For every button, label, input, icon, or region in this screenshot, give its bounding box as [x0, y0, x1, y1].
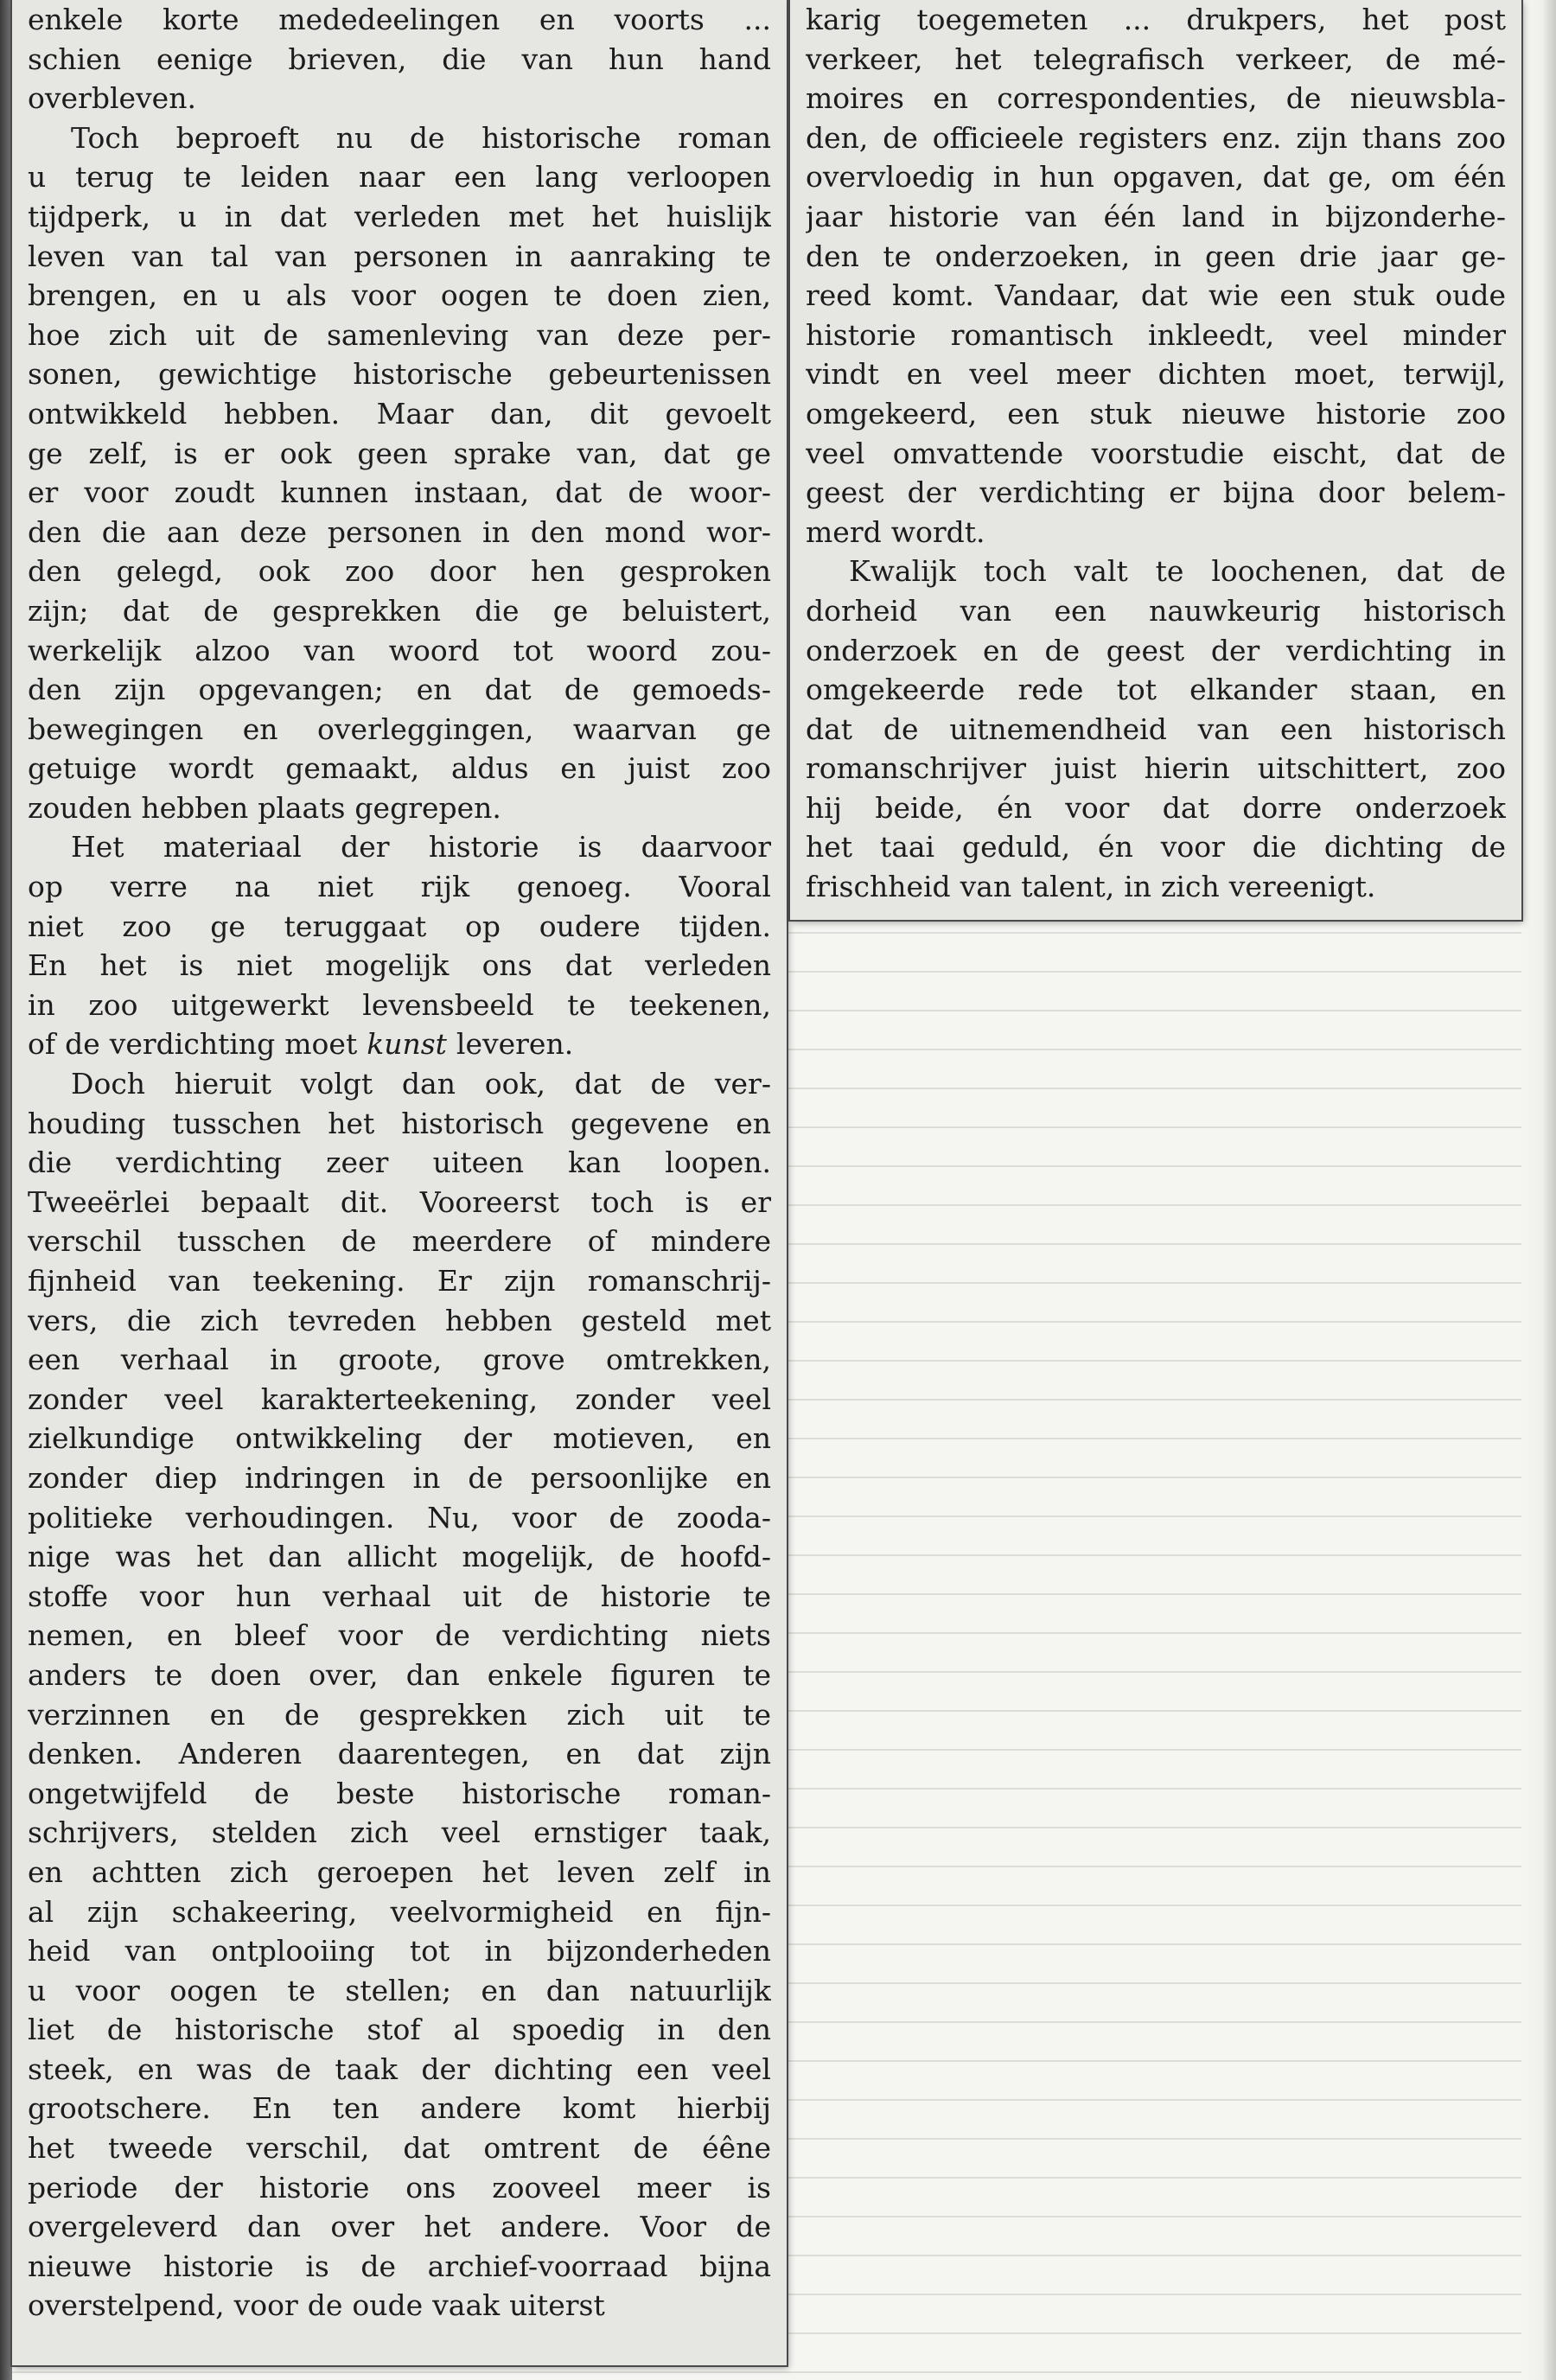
text-line: overgeleverd dan over het andere. Voor de: [28, 2210, 771, 2244]
text-line: omgekeerde rede tot elkander staan, en: [806, 673, 1506, 707]
text-line: onderzoek en de geest der verdichting in: [806, 633, 1506, 667]
text-line: getuige wordt gemaakt, aldus en juist zoo: [28, 751, 771, 786]
text-line: En het is niet mogelijk ons dat verleden: [28, 948, 771, 983]
text-line: zielkundige ontwikkeling der motieven, en: [28, 1421, 771, 1456]
text-line: politieke verhoudingen. Nu, voor de zooda-: [28, 1500, 771, 1535]
text-line: Het materiaal der historie is daarvoor: [71, 830, 771, 865]
text-line: al zijn schakeering, veelvormigheid en fijn-: [28, 1894, 771, 1929]
text-line: zonder diep indringen in de persoonlijke en: [28, 1460, 771, 1495]
text-line: Toch beproeft nu de historische roman: [71, 120, 771, 155]
newspaper-clipping-right: [790, 0, 1521, 920]
right-text-column: [790, 0, 1521, 907]
text-line: heid van ontplooiing tot in bijzonderheden: [28, 1934, 771, 1968]
text-line: omgekeerd, een stuk nieuwe historie zoo: [806, 396, 1506, 431]
text-line: en achtten zich geroepen het leven zelf in: [28, 1854, 771, 1889]
text-line: liet de historische stof al spoedig in den: [28, 2013, 771, 2047]
text-line: schrijvers, stelden zich veel ernstiger taak,: [28, 1815, 771, 1850]
text-line: er voor zoudt kunnen instaan, dat de woor-: [28, 475, 771, 510]
text-line: reed komt. Vandaar, dat wie een stuk oude: [806, 278, 1506, 313]
text-line: een verhaal in groote, grove omtrekken,: [28, 1343, 771, 1377]
text-line: zijn; dat de gesprekken die ge beluistert,: [28, 593, 771, 628]
text-line: op verre na niet rijk genoeg. Vooral: [28, 870, 771, 904]
text-line: die verdichting zeer uiteen kan loopen.: [28, 1145, 771, 1180]
text-line: zonder veel karakterteekening, zonder veel: [28, 1381, 771, 1416]
text-line: Kwalijk toch valt te loochenen, dat de: [849, 554, 1506, 589]
text-line: ge zelf, is er ook geen sprake van, dat ge: [28, 436, 771, 470]
text-line: anders te doen over, dan enkele figuren te: [28, 1657, 771, 1692]
emphasis-kunst: kunst: [367, 1027, 447, 1062]
text-line: hoe zich uit de samenleving van deze per-: [28, 317, 771, 352]
text-line: veel omvattende voorstudie eischt, dat de: [806, 436, 1506, 470]
text-line: of de verdichting moet kunst leveren.: [28, 1027, 574, 1062]
text-line: sonen, gewichtige historische gebeurtenissen: [28, 357, 771, 392]
text-line: leven van tal van personen in aanraking te: [28, 239, 771, 273]
text-line: brengen, en u als voor oogen te doen zien,: [28, 278, 771, 313]
text-line: het taai geduld, én voor die dichting de: [806, 830, 1506, 865]
text-line: houding tusschen het historisch gegevene en: [28, 1106, 771, 1140]
text-line: jaar historie van één land in bijzonderhe-: [806, 199, 1506, 233]
text-line: den te onderzoeken, in geen drie jaar ge-: [806, 239, 1506, 273]
text-line: nemen, en bleef voor de verdichting niets: [28, 1618, 771, 1653]
text-line: stoffe voor hun verhaal uit de historie te: [28, 1579, 771, 1613]
text-line: vindt en veel meer dichten moet, terwijl,: [806, 357, 1506, 392]
text-line: grootschere. En ten andere komt hierbij: [28, 2091, 771, 2126]
text-line: fijnheid van teekening. Er zijn romanschrij-: [28, 1264, 771, 1298]
text-line: Tweeërlei bepaalt dit. Vooreerst toch is er: [28, 1184, 771, 1219]
text-line: overstelpend, voor de oude vaak uiterst: [28, 2288, 605, 2323]
text-line: steek, en was de taak der dichting een veel: [28, 2051, 771, 2086]
left-text-column: [12, 0, 787, 2326]
text-line: verzinnen en de gesprekken zich uit te: [28, 1697, 771, 1732]
text-line: verkeer, het telegrafisch verkeer, de mé-: [806, 41, 1506, 76]
text-line: moires en correspondenties, de nieuwsbla-: [806, 81, 1506, 116]
text-line: ontwikkeld hebben. Maar dan, dit gevoelt: [28, 396, 771, 431]
text-line: werkelijk alzoo van woord tot woord zou-: [28, 633, 771, 667]
page-left-edge: [0, 0, 12, 2380]
text-line: overvloedig in hun opgaven, dat ge, om één: [806, 160, 1506, 195]
text-line: merd wordt.: [806, 514, 985, 549]
text-line: karig toegemeten ... drukpers, het post: [806, 3, 1506, 36]
text-line: enkele korte mededeelingen en voorts ...: [28, 3, 771, 36]
text-line: u voor oogen te stellen; en dan natuurlijk: [28, 1973, 771, 2007]
text-line: den, de officieele registers enz. zijn thans zoo: [806, 120, 1506, 155]
text-line: ongetwijfeld de beste historische roman-: [28, 1776, 771, 1810]
text-line: schien eenige brieven, die van hun hand: [28, 41, 771, 76]
text-line: den die aan deze personen in den mond wor-: [28, 514, 771, 549]
text-line: u terug te leiden naar een lang verloopen: [28, 160, 771, 195]
text-line: bewegingen en overleggingen, waarvan ge: [28, 711, 771, 746]
text-line: in zoo uitgewerkt levensbeeld te teekenen,: [28, 987, 771, 1022]
text-line: periode der historie ons zooveel meer is: [28, 2170, 771, 2205]
text-line: vers, die zich tevreden hebben gesteld met: [28, 1303, 771, 1337]
text-line: dat de uitnemendheid van een historisch: [806, 711, 1506, 746]
text-line: romanschrijver juist hierin uitschittert, zoo: [806, 751, 1506, 786]
newspaper-clipping-left: [12, 0, 787, 2365]
text-line: verschil tusschen de meerdere of mindere: [28, 1224, 771, 1259]
text-line: dorheid van een nauwkeurig historisch: [806, 593, 1506, 628]
text-line: het tweede verschil, dat omtrent de éêne: [28, 2131, 771, 2166]
text-line: niet zoo ge teruggaat op oudere tijden.: [28, 909, 771, 943]
text-line: den gelegd, ook zoo door hen gesproken: [28, 554, 771, 589]
text-line: nieuwe historie is de archief-voorraad bijna: [28, 2249, 771, 2283]
text-line: geest der verdichting er bijna door belem-: [806, 475, 1506, 510]
text-line: hij beide, én voor dat dorre onderzoek: [806, 790, 1506, 825]
text-line: zouden hebben plaats gegrepen.: [28, 790, 501, 825]
text-line: tijdperk, u in dat verleden met het huislijk: [28, 199, 771, 233]
text-line: den zijn opgevangen; en dat de gemoeds-: [28, 673, 771, 707]
text-line: historie romantisch inkleedt, veel minder: [806, 317, 1506, 352]
text-line: denken. Anderen daarentegen, en dat zijn: [28, 1737, 771, 1771]
text-line: Doch hieruit volgt dan ook, dat de ver-: [71, 1067, 771, 1101]
text-line: nige was het dan allicht mogelijk, de hoofd-: [28, 1540, 771, 1574]
text-line: frischheid van talent, in zich vereenigt.: [806, 870, 1376, 904]
page-right-edge: [1521, 0, 1556, 2380]
text-line: overbleven.: [28, 81, 196, 116]
